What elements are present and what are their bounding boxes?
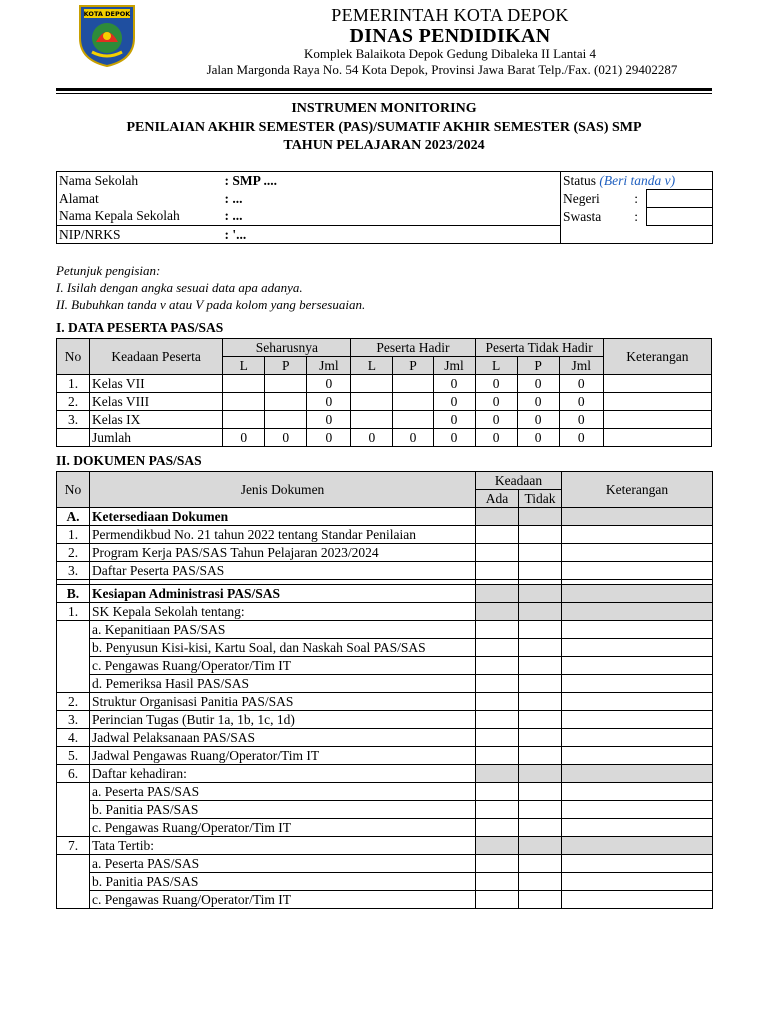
header-divider-thin: [56, 93, 712, 94]
ada-cell[interactable]: [476, 657, 519, 675]
table-row: [57, 729, 713, 747]
table-subrow: [57, 657, 713, 675]
cell[interactable]: [351, 375, 393, 393]
cell[interactable]: 0: [433, 411, 475, 429]
col-jenis: Jenis Dokumen: [90, 472, 476, 508]
ada-cell[interactable]: [476, 783, 519, 801]
col-ada: Ada: [476, 490, 519, 508]
row-no: 2.: [57, 393, 90, 411]
info-label: Nama Kepala Sekolah: [57, 208, 223, 226]
row-text: SK Kepala Sekolah tentang:: [90, 603, 476, 621]
negeri-label: Negeri: [563, 190, 600, 206]
row-no: 5.: [57, 747, 90, 765]
table-row: [57, 693, 713, 711]
tidak-cell[interactable]: [519, 526, 562, 544]
tidak-cell[interactable]: [519, 544, 562, 562]
group-row: [57, 508, 713, 526]
row-no: 1.: [57, 526, 90, 544]
table-subrow: [57, 621, 713, 639]
col-l: L: [351, 357, 393, 375]
cell: 0: [433, 429, 475, 447]
row-text: Struktur Organisasi Panitia PAS/SAS: [90, 693, 476, 711]
table-subrow: [57, 675, 713, 693]
ket-cell[interactable]: [562, 675, 713, 693]
group-no: B.: [57, 585, 90, 603]
col-tidak: Tidak: [519, 490, 562, 508]
cell[interactable]: [265, 411, 307, 429]
cell[interactable]: [603, 375, 711, 393]
row-text: Tata Tertib:: [90, 837, 476, 855]
doc-title-1: INSTRUMEN MONITORING: [291, 101, 477, 116]
tidak-cell[interactable]: [519, 657, 562, 675]
negeri-colon: :: [634, 190, 638, 206]
row-text: Daftar kehadiran:: [90, 765, 476, 783]
table-row: [57, 711, 713, 729]
ada-cell[interactable]: [476, 801, 519, 819]
tidak-cell[interactable]: [519, 693, 562, 711]
row-no: 7.: [57, 837, 90, 855]
ket-cell[interactable]: [562, 819, 713, 837]
ket-cell[interactable]: [562, 657, 713, 675]
row-text: Permendikbud No. 21 tahun 2022 tentang Standar Penilaian: [90, 526, 476, 544]
doc-title-3: TAHUN PELAJARAN 2023/2024: [283, 138, 485, 153]
cell[interactable]: 0: [517, 411, 559, 429]
table-row: [57, 393, 712, 411]
row-text: Jadwal Pengawas Ruang/Operator/Tim IT: [90, 747, 476, 765]
ket-cell[interactable]: [562, 693, 713, 711]
table-subrow: [57, 855, 713, 873]
cell[interactable]: [351, 411, 393, 429]
status-hint: (Beri tanda v): [599, 172, 676, 188]
ada-cell[interactable]: [476, 526, 519, 544]
ada-cell[interactable]: [476, 693, 519, 711]
cell[interactable]: [223, 393, 265, 411]
row-text: Jadwal Pelaksanaan PAS/SAS: [90, 729, 476, 747]
row-no: 4.: [57, 729, 90, 747]
ada-cell[interactable]: [476, 891, 519, 909]
tidak-cell[interactable]: [519, 675, 562, 693]
table-row-total: [57, 429, 712, 447]
row-name: Kelas VIII: [90, 393, 223, 411]
doc-title-2: PENILAIAN AKHIR SEMESTER (PAS)/SUMATIF AKHIR SEMESTER (SAS) SMP: [126, 120, 642, 135]
ket-cell[interactable]: [562, 783, 713, 801]
ket-cell[interactable]: [562, 639, 713, 657]
cell[interactable]: 0: [433, 375, 475, 393]
col-no: No: [57, 339, 90, 375]
cell: 0: [517, 429, 559, 447]
row-no: 3.: [57, 411, 90, 429]
tidak-cell[interactable]: [519, 639, 562, 657]
cell[interactable]: 0: [307, 393, 351, 411]
header-divider-thick: [56, 88, 712, 91]
cell[interactable]: [351, 393, 393, 411]
row-no: 3.: [57, 562, 90, 580]
row-no: 1.: [57, 603, 90, 621]
row-text: a. Peserta PAS/SAS: [90, 855, 476, 873]
tidak-cell[interactable]: [519, 819, 562, 837]
cell[interactable]: 0: [475, 393, 517, 411]
cell: 0: [351, 429, 393, 447]
row-name: Kelas IX: [90, 411, 223, 429]
tidak-cell[interactable]: [519, 801, 562, 819]
cell[interactable]: 0: [559, 393, 603, 411]
cell[interactable]: [265, 375, 307, 393]
instructions-heading: Petunjuk pengisian:: [56, 263, 161, 278]
col-jml: Jml: [559, 357, 603, 375]
ada-cell[interactable]: [476, 729, 519, 747]
instruction-2: II. Bubuhkan tanda v atau V pada kolom yang bersesuaian.: [56, 297, 366, 312]
row-text: Program Kerja PAS/SAS Tahun Pelajaran 2023/2024: [90, 544, 476, 562]
tidak-cell[interactable]: [519, 621, 562, 639]
table-subrow: [57, 639, 713, 657]
tidak-cell[interactable]: [519, 783, 562, 801]
table-row: [57, 562, 713, 580]
ket-cell[interactable]: [562, 621, 713, 639]
swasta-checkbox[interactable]: [647, 208, 713, 226]
cell: 0: [559, 429, 603, 447]
depok-city-seal-icon: [74, 2, 140, 68]
col-keadaan: Keadaan Peserta: [90, 339, 223, 375]
cell[interactable]: 0: [307, 411, 351, 429]
cell[interactable]: [393, 411, 433, 429]
letterhead: [0, 0, 768, 92]
table-subrow: [57, 819, 713, 837]
row-no: 3.: [57, 711, 90, 729]
cell: 0: [393, 429, 433, 447]
table-row: [57, 411, 712, 429]
col-p: P: [393, 357, 433, 375]
tidak-cell[interactable]: [519, 891, 562, 909]
cell[interactable]: 0: [475, 375, 517, 393]
cell[interactable]: 0: [433, 393, 475, 411]
ket-cell[interactable]: [562, 873, 713, 891]
table-row: [57, 747, 713, 765]
ket-cell[interactable]: [562, 562, 713, 580]
col-l: L: [475, 357, 517, 375]
info-value[interactable]: : '...: [223, 226, 561, 244]
row-no: 2.: [57, 693, 90, 711]
swasta-colon: :: [634, 208, 638, 224]
col-hadir: Peserta Hadir: [351, 339, 475, 357]
ket-cell[interactable]: [562, 526, 713, 544]
table-subrow: [57, 891, 713, 909]
cell: 0: [307, 429, 351, 447]
status-cell: [561, 172, 713, 190]
school-info-table: [56, 171, 713, 244]
table-row: [57, 375, 712, 393]
cell[interactable]: [393, 393, 433, 411]
ada-cell[interactable]: [476, 621, 519, 639]
row-text: d. Pemeriksa Hasil PAS/SAS: [90, 675, 476, 693]
cell[interactable]: 0: [475, 411, 517, 429]
table-row: [57, 765, 713, 783]
instruction-1: I. Isilah dengan angka sesuai data apa adanya.: [56, 280, 303, 295]
header-address-1: Komplek Balaikota Depok Gedung Dibaleka II Lantai 4: [303, 46, 597, 61]
ket-cell[interactable]: [562, 801, 713, 819]
info-label: NIP/NRKS: [57, 226, 223, 244]
table-subrow: [57, 873, 713, 891]
ket-cell[interactable]: [562, 891, 713, 909]
cell[interactable]: 0: [517, 375, 559, 393]
tidak-cell[interactable]: [519, 873, 562, 891]
info-label: Nama Sekolah: [57, 172, 223, 190]
table-row: [57, 526, 713, 544]
tidak-cell[interactable]: [519, 562, 562, 580]
table-subrow: [57, 783, 713, 801]
section-2-heading: II. DOKUMEN PAS/SAS: [56, 453, 202, 468]
row-text: b. Penyusun Kisi-kisi, Kartu Soal, dan Naskah Soal PAS/SAS: [90, 639, 476, 657]
cell[interactable]: [603, 429, 711, 447]
row-name: Jumlah: [90, 429, 223, 447]
ada-cell[interactable]: [476, 562, 519, 580]
ada-cell[interactable]: [476, 819, 519, 837]
table-row: [57, 603, 713, 621]
info-value[interactable]: : ...: [223, 190, 561, 208]
col-no: No: [57, 472, 90, 508]
participant-table: [56, 338, 712, 447]
row-no: [57, 429, 90, 447]
seal-text: KOTA DEPOK: [83, 10, 131, 18]
row-name: Kelas VII: [90, 375, 223, 393]
cell[interactable]: [223, 375, 265, 393]
row-text: a. Kepanitiaan PAS/SAS: [90, 621, 476, 639]
table-subrow: [57, 801, 713, 819]
ket-cell[interactable]: [562, 711, 713, 729]
negeri-checkbox[interactable]: [647, 190, 713, 208]
ada-cell[interactable]: [476, 711, 519, 729]
tidak-cell[interactable]: [519, 711, 562, 729]
tidak-cell[interactable]: [519, 729, 562, 747]
ada-cell[interactable]: [476, 544, 519, 562]
group-no: A.: [57, 508, 90, 526]
table-row: [57, 544, 713, 562]
document-table: [56, 471, 713, 909]
row-text: b. Panitia PAS/SAS: [90, 873, 476, 891]
group-row: [57, 585, 713, 603]
col-keterangan: Keterangan: [603, 339, 711, 375]
cell: 0: [223, 429, 265, 447]
info-label: Alamat: [57, 190, 223, 208]
cell[interactable]: [265, 393, 307, 411]
header-government: PEMERINTAH KOTA DEPOK: [331, 5, 569, 25]
cell: 0: [265, 429, 307, 447]
status-label: Status: [563, 172, 597, 188]
info-value[interactable]: : ...: [223, 208, 561, 226]
col-tidak-hadir: Peserta Tidak Hadir: [475, 339, 603, 357]
ada-cell[interactable]: [476, 873, 519, 891]
col-seharusnya: Seharusnya: [223, 339, 351, 357]
row-text: c. Pengawas Ruang/Operator/Tim IT: [90, 657, 476, 675]
ada-cell[interactable]: [476, 675, 519, 693]
header-address-2: Jalan Margonda Raya No. 54 Kota Depok, Provinsi Jawa Barat Telp./Fax. (021) 29402287: [206, 62, 678, 77]
ada-cell[interactable]: [476, 747, 519, 765]
tidak-cell[interactable]: [519, 747, 562, 765]
section-1-heading: I. DATA PESERTA PAS/SAS: [56, 320, 224, 335]
cell[interactable]: [603, 393, 711, 411]
ada-cell[interactable]: [476, 855, 519, 873]
row-text: c. Pengawas Ruang/Operator/Tim IT: [90, 891, 476, 909]
col-l: L: [223, 357, 265, 375]
group-title: Kesiapan Administrasi PAS/SAS: [90, 585, 476, 603]
col-jml: Jml: [433, 357, 475, 375]
col-keadaan: Keadaan: [476, 472, 562, 490]
cell: 0: [475, 429, 517, 447]
ket-cell[interactable]: [562, 544, 713, 562]
ket-cell[interactable]: [562, 855, 713, 873]
cell[interactable]: [603, 411, 711, 429]
cell[interactable]: 0: [559, 411, 603, 429]
row-text: a. Peserta PAS/SAS: [90, 783, 476, 801]
ada-cell[interactable]: [476, 639, 519, 657]
cell[interactable]: 0: [307, 375, 351, 393]
row-text: b. Panitia PAS/SAS: [90, 801, 476, 819]
row-text: Daftar Peserta PAS/SAS: [90, 562, 476, 580]
swasta-label: Swasta: [563, 208, 602, 224]
cell[interactable]: [393, 375, 433, 393]
cell[interactable]: 0: [517, 393, 559, 411]
row-text: c. Pengawas Ruang/Operator/Tim IT: [90, 819, 476, 837]
cell[interactable]: [223, 411, 265, 429]
row-no: 6.: [57, 765, 90, 783]
group-title: Ketersediaan Dokumen: [90, 508, 476, 526]
cell[interactable]: 0: [559, 375, 603, 393]
col-keterangan: Keterangan: [562, 472, 713, 508]
col-p: P: [265, 357, 307, 375]
row-no: 2.: [57, 544, 90, 562]
col-jml: Jml: [307, 357, 351, 375]
row-text: Perincian Tugas (Butir 1a, 1b, 1c, 1d): [90, 711, 476, 729]
ket-cell[interactable]: [562, 747, 713, 765]
ket-cell[interactable]: [562, 729, 713, 747]
tidak-cell[interactable]: [519, 855, 562, 873]
table-row: [57, 837, 713, 855]
info-value[interactable]: : SMP ....: [223, 172, 561, 190]
col-p: P: [517, 357, 559, 375]
header-agency: DINAS PENDIDIKAN: [349, 25, 551, 47]
row-no: 1.: [57, 375, 90, 393]
